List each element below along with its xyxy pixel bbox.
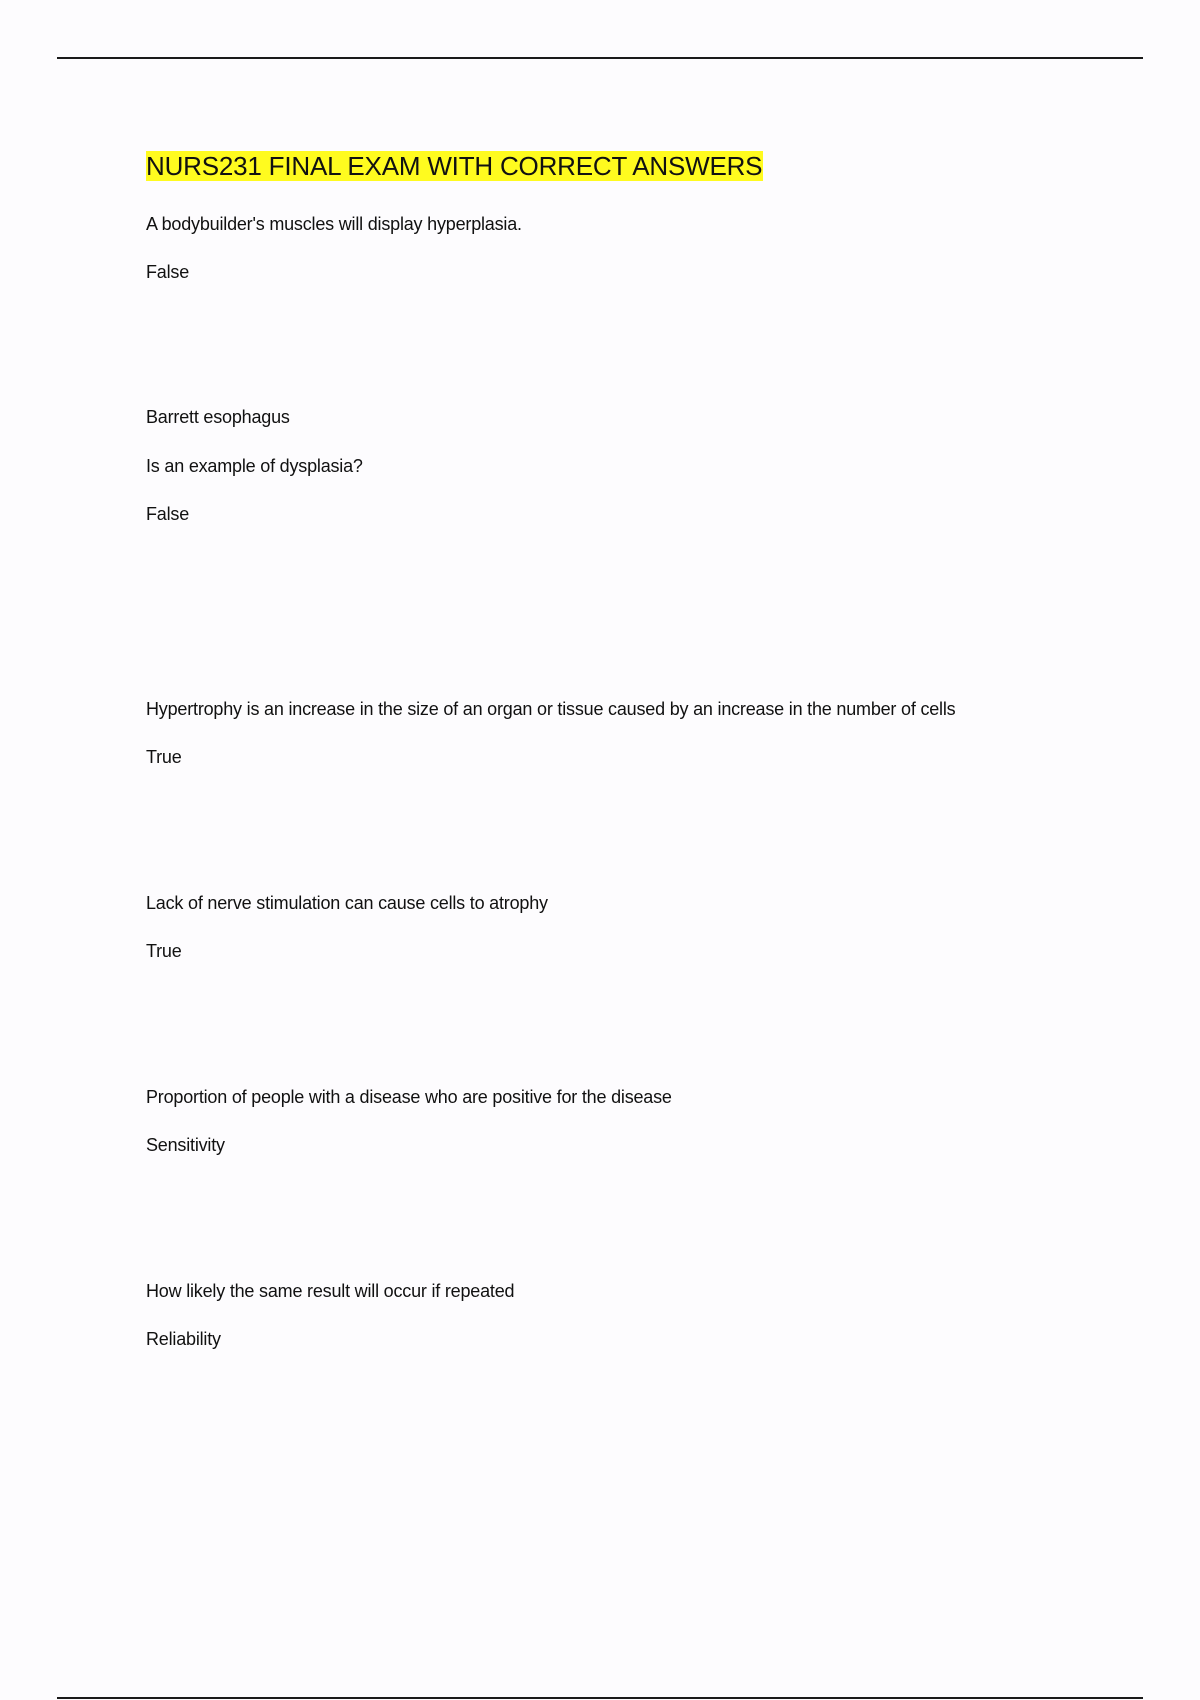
answer-6: Reliability [146,1329,221,1349]
question-6-text: How likely the same result will occur if repeated [146,1281,515,1301]
question-5-text: Proportion of people with a disease who are positive for the disease [146,1087,672,1107]
question-2-text: Is an example of dysplasia? [146,456,363,476]
answer-1: False [146,262,190,282]
page-top-rule [57,57,1143,59]
question-2-term: Barrett esophagus [146,407,290,427]
answer-2: False [146,504,190,524]
question-3-text: Hypertrophy is an increase in the size of an organ or tissue caused by an increase in the number of cells [146,699,956,719]
answer-5: Sensitivity [146,1135,225,1155]
question-1-text: A bodybuilder's muscles will display hyperplasia. [146,214,522,234]
answer-3: True [146,747,182,767]
page-bottom-rule [57,1697,1143,1699]
document-title-text: NURS231 FINAL EXAM WITH CORRECT ANSWERS [146,151,763,181]
question-4-text: Lack of nerve stimulation can cause cells to atrophy [146,893,548,913]
answer-4: True [146,941,182,961]
document-title [146,146,763,186]
